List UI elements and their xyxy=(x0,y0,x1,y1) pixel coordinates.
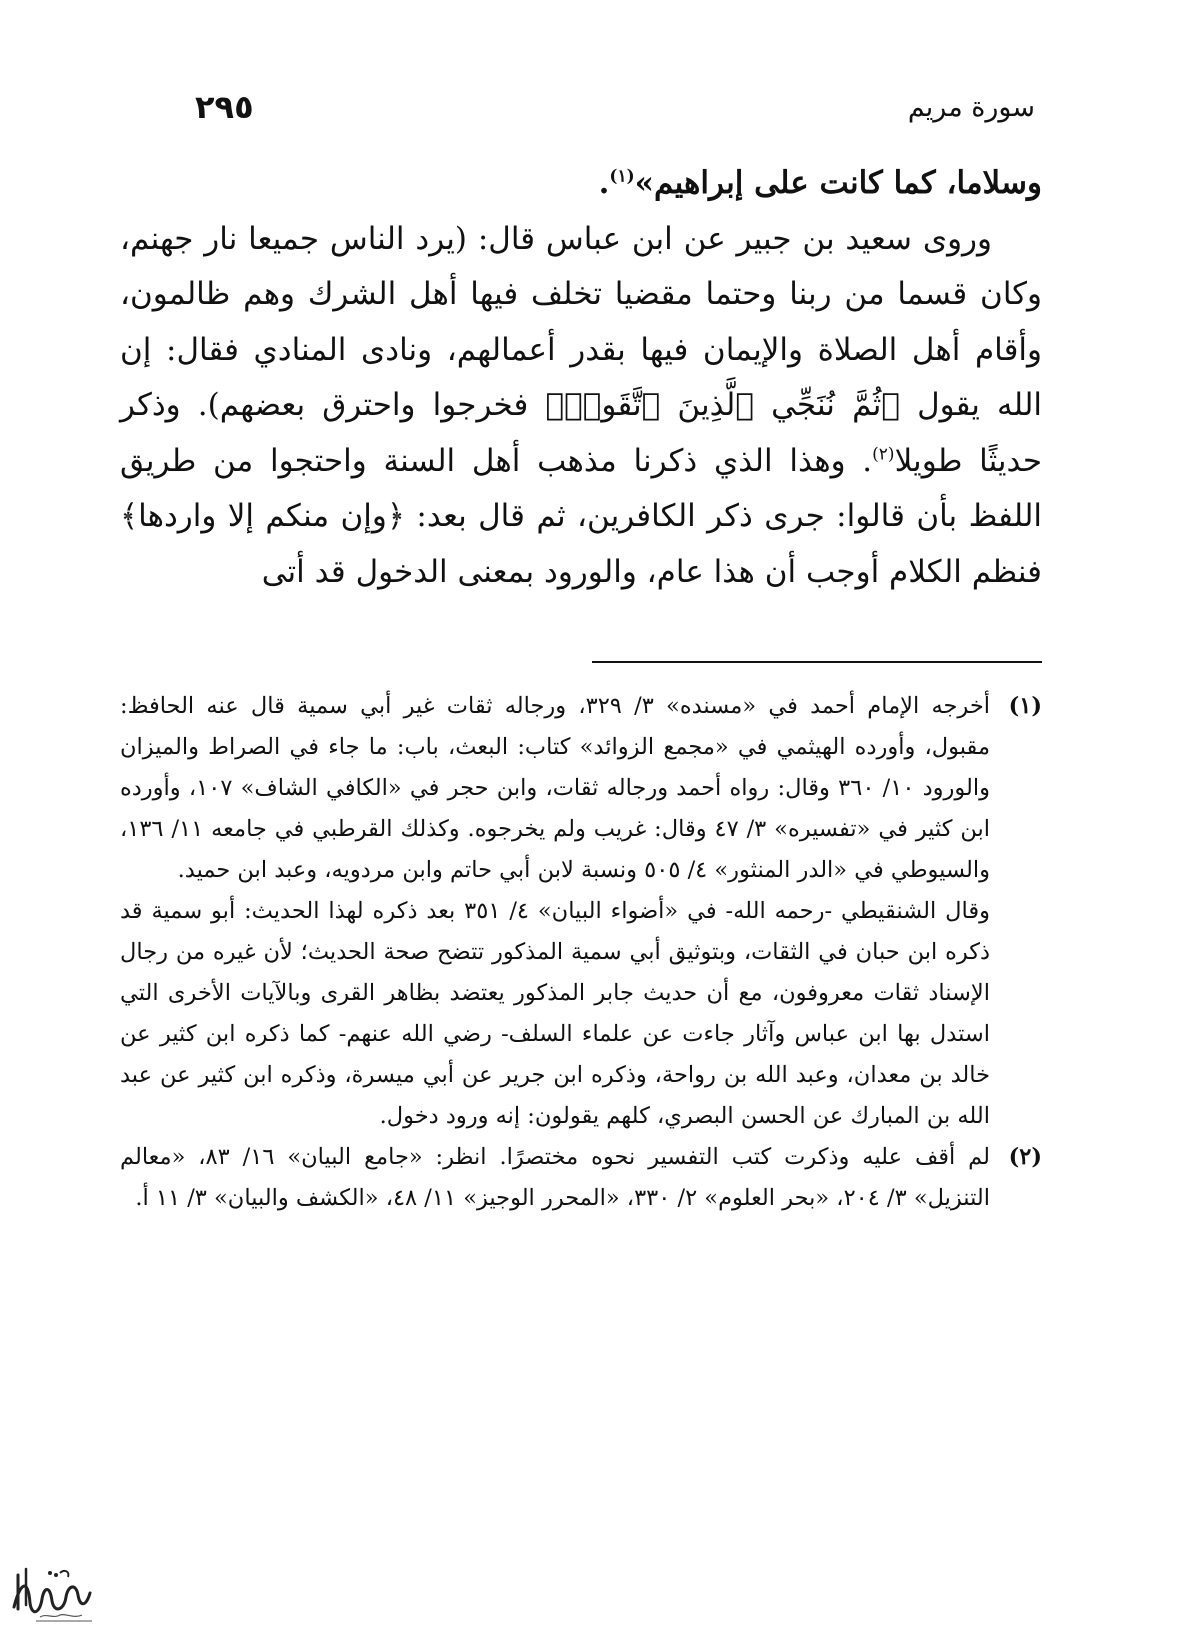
page-header xyxy=(195,88,1035,142)
opening-line-end: . xyxy=(598,165,610,201)
opening-line xyxy=(120,156,1042,212)
footnote-separator xyxy=(592,661,1042,663)
footnote-text: أخرجه الإمام أحمد في «مسنده» ٣/ ٣٢٩، ورجاله ثقات غير أبي سمية قال عنه الحافظ: مقبول، وأورده الهيثمي في «مجمع الزوائد» كتاب: البعث، باب: ما جاء في الصراط والميزان والورود ١٠/ ٣٦٠ وقال: رواه أحمد ورجاله ثقات، وابن حجر في «الكافي الشاف» ١٠٧، وأورده ابن كثير في «تفسيره» ٣/ ٤٧ وقال: غريب ولم يخرجوه. وكذلك القرطبي في جامعه ١١/ ١٣٦، والسيوطي في «الدر المنثور» ٤/ ٥٠٥ ونسبة لابن أبي حاتم وابن مردويه، وعبد ابن حميد. xyxy=(120,693,991,883)
footnote-number: (٢) xyxy=(1008,1144,1042,1170)
footnote-2 xyxy=(120,1137,1042,1219)
footnote-ref-2[interactable]: (٢) xyxy=(872,444,895,465)
main-text xyxy=(120,156,1042,600)
footnote-ref-1[interactable]: (١) xyxy=(609,166,635,187)
logo-mark xyxy=(6,1563,96,1627)
paragraph-text-part1: وروى سعيد بن جبير عن ابن عباس قال: (يرد الناس جميعا نار جهنم، وكان قسما من ربنا وحتما مقضيا تخلف فيها أهل الشرك وهم ظالمون، وأقام أهل الصلاة والإيمان فيها بقدر أعمالهم، ونادى المنادي فقال: إن الله يقول ﴿ثُمَّ نُنَجِّي ٱلَّذِينَ ٱتَّقَوا۟﴾ فخرجوا واحترق بعضهم). وذكر حديثًا طويلا xyxy=(120,220,1042,479)
calligraphy-logo-icon xyxy=(6,1563,96,1627)
footnotes-section xyxy=(120,686,1042,1219)
surah-title: سورة مريم xyxy=(907,92,1035,123)
footnote-text: لم أقف عليه وذكرت كتب التفسير نحوه مختصرًا. انظر: «جامع البيان» ١٦/ ٨٣، «معالم التنزيل» ٣/ ٢٠٤، «بحر العلوم» ٢/ ٣٣٠، «المحرر الوجيز» ١١/ ٤٨، «الكشف والبيان» ٣/ ١١ أ. xyxy=(120,1144,990,1211)
paragraph-text-part2: . وهذا الذي ذكرنا مذهب أهل السنة واحتجوا من طريق اللفظ بأن قالوا: جرى ذكر الكافرين، ثم قال بعد: ﴿وإن منكم إلا واردها﴾ فنظم الكلام أوجب أن هذا عام، والورود بمعنى الدخول قد أتى xyxy=(120,442,1042,590)
page-number: ٢٩٥ xyxy=(195,88,254,126)
footnote-continuation: وقال الشنقيطي -رحمه الله- في «أضواء البيان» ٤/ ٣٥١ بعد ذكره لهذا الحديث: أبو سمية قد ذكره ابن حبان في الثقات، وبتوثيق أبي سمية المذكور تتضح صحة الحديث؛ لأن غيره من رجال الإسناد ثقات معروفون، مع أن حديث جابر المذكور يعتضد بظاهر القرى وبالآيات الأخرى التي استدل بها ابن عباس وآثار جاءت عن علماء السلف- رضي الله عنهم- كما ذكره ابن كثير عن خالد بن معدان، وعبد الله بن رواحة، وذكره ابن جرير عن أبي ميسرة، وذكره ابن كثير عن عبد الله بن المبارك عن الحسن البصري، كلهم يقولون: إنه ورود دخول. xyxy=(120,898,991,1129)
footnote-number: (١) xyxy=(1008,693,1042,719)
footnote-1 xyxy=(120,686,1042,1137)
opening-line-text: وسلاما، كما كانت على إبراهيم» xyxy=(634,165,1042,201)
body-paragraph xyxy=(120,212,1042,601)
